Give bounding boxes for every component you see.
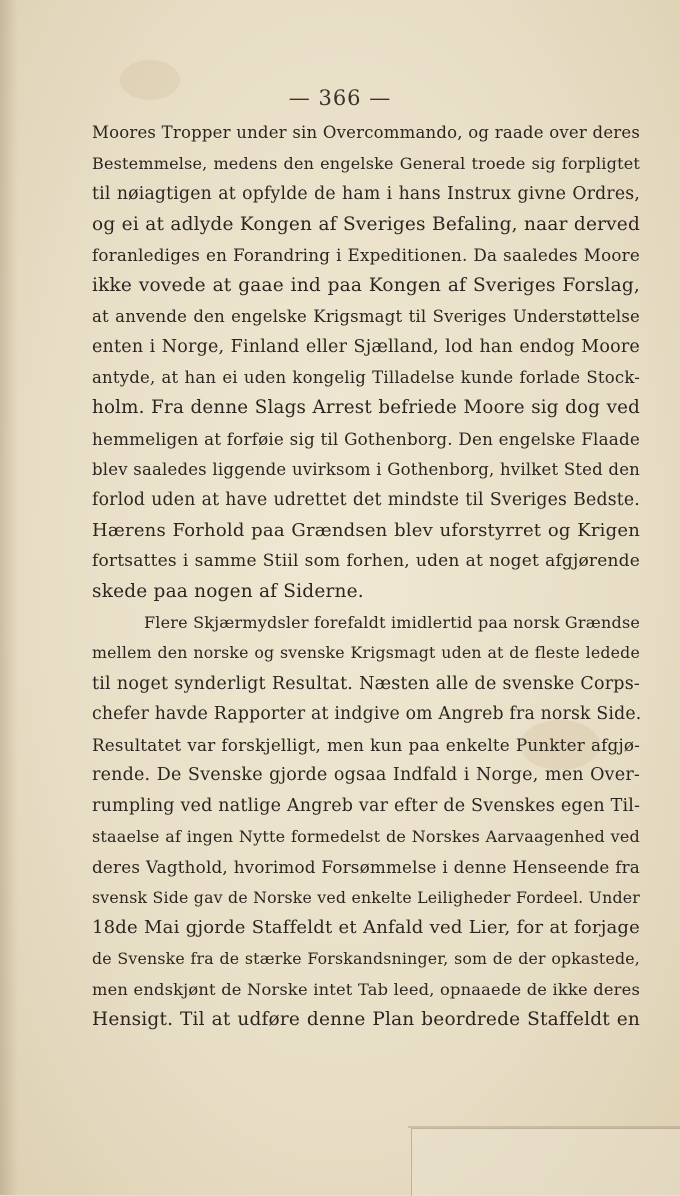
- text-line: fortsattes i samme Stiil som forhen, uden at noget afgjørende: [92, 551, 640, 572]
- text-line: Flere Skjærmydsler forefaldt imidlertid paa norsk Grændse: [144, 612, 641, 632]
- text-line: Moores Tropper under sin Overcommando, og raade over deres: [92, 123, 640, 142]
- text-line: antyde, at han ei uden kongelig Tilladelse kunde forlade Stock-: [92, 367, 640, 387]
- text-line: ikke vovede at gaae ind paa Kongen af Sveriges Forslag,: [92, 274, 640, 296]
- text-line: Bestemmelse, medens den engelske General troede sig forpligtet: [92, 153, 640, 173]
- page-number: — 366 —: [288, 86, 392, 110]
- text-line: blev saaledes liggende uvirksom i Gothenborg, hvilket Sted den: [92, 459, 640, 479]
- text-line: at anvende den engelske Krigsmagt til Sveriges Understøttelse: [92, 306, 640, 326]
- text-line: Resultatet var forskjelligt, men kun paa enkelte Punkter afgjø-: [92, 734, 640, 755]
- text-line: enten i Norge, Finland eller Sjælland, lod han endog Moore: [92, 337, 640, 358]
- text-line: men endskjønt de Norske intet Tab leed, opnaaede de ikke deres: [92, 979, 640, 999]
- text-line: rumpling ved natlige Angreb var efter de Svenskes egen Til-: [92, 796, 641, 817]
- body-text: [92, 118, 640, 1036]
- text-line: og ei at adlyde Kongen af Sveriges Befaling, naar derved: [92, 213, 640, 235]
- text-line: rende. De Svenske gjorde ogsaa Indfald i Norge, men Over-: [92, 765, 640, 786]
- text-line: til nøiagtigen at opfylde de ham i hans Instrux givne Ordres,: [92, 184, 640, 205]
- text-line: foranlediges en Forandring i Expeditionen. Da saaledes Moore: [92, 245, 640, 266]
- text-line: Hensigt. Til at udføre denne Plan beordrede Staffeldt en: [92, 1009, 640, 1031]
- text-line: forlod uden at have udrettet det mindste til Sveriges Bedste.: [92, 490, 640, 511]
- text-line: skede paa nogen af Siderne.: [92, 580, 364, 602]
- page-gutter-shadow: [0, 0, 18, 1195]
- text-line: holm. Fra denne Slags Arrest befriede Moore sig dog ved: [92, 397, 640, 419]
- text-line: Hærens Forhold paa Grændsen blev uforstyrret og Krigen: [92, 519, 640, 541]
- page-corner-fold: [411, 1128, 680, 1196]
- text-line: staaelse af ingen Nytte formedelst de Norskes Aarvaagenhed ved: [92, 826, 640, 846]
- text-line: svensk Side gav de Norske ved enkelte Leiligheder Fordeel. Under: [92, 887, 640, 907]
- text-line: til noget synderligt Resultat. Næsten alle de svenske Corps-: [92, 673, 640, 694]
- text-line: hemmeligen at forføie sig til Gothenborg. Den engelske Flaade: [92, 428, 640, 449]
- text-line: chefer havde Rapporter at indgive om Angreb fra norsk Side.: [92, 704, 642, 725]
- text-line: 18de Mai gjorde Staffeldt et Anfald ved Lier, for at forjage: [92, 917, 640, 939]
- text-line: deres Vagthold, hvorimod Forsømmelse i denne Henseende fra: [92, 857, 640, 878]
- text-line: mellem den norske og svenske Krigsmagt uden at de fleste ledede: [92, 643, 640, 663]
- text-line: de Svenske fra de stærke Forskandsninger, som de der opkastede,: [92, 949, 640, 969]
